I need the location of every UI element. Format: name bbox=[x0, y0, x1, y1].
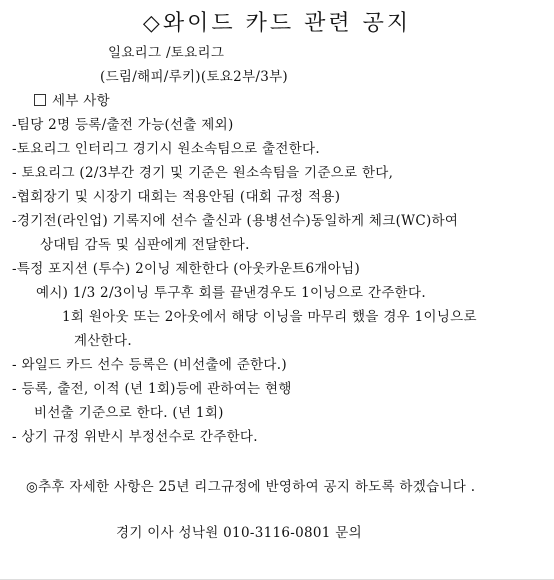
section-header bbox=[34, 92, 110, 110]
rule-line: - 와일드 카드 선수 등록은 (비선출에 준한다.) bbox=[12, 357, 287, 373]
section-header-label: 세부 사항 bbox=[52, 93, 110, 109]
closing-remark: ◎추후 자세한 사항은 25년 리그규정에 반영하여 공지 하도록 하겠습니다 . bbox=[26, 479, 476, 495]
rule-line: -토요리그 인터리그 경기시 원소속팀으로 출전한다. bbox=[12, 141, 320, 157]
rule-line: -경기전(라인업) 기록지에 선수 출신과 (용병선수)동일하게 체크(WC)하여 bbox=[12, 213, 459, 229]
rule-example: 1회 원아웃 또는 2아웃에서 해당 이닝을 마무리 했을 경우 1이닝으로 bbox=[62, 309, 477, 325]
rule-line: - 상기 규정 위반시 부정선수로 간주한다. bbox=[12, 429, 258, 445]
rule-line: - 등록, 출전, 이적 (년 1회)등에 관하여는 현행 bbox=[12, 381, 292, 397]
league-days: 일요리그 /토요리그 bbox=[108, 45, 225, 61]
notice-title: ◇와이드 카드 관련 공지 bbox=[142, 11, 412, 36]
league-divisions: (드림/해피/루키)(토요2부/3부) bbox=[100, 69, 289, 85]
rule-line: -팀당 2명 등록/출전 가능(선출 제외) bbox=[12, 117, 234, 133]
rule-line: -협회장기 및 시장기 대회는 적용안됨 (대회 규정 적용) bbox=[12, 189, 341, 205]
rule-example: 예시) 1/3 2/3이닝 투구후 회를 끝낸경우도 1이닝으로 간주한다. bbox=[36, 285, 426, 301]
checkbox-square-icon bbox=[34, 94, 46, 106]
rule-line: - 토요리그 (2/3부간 경기 및 기준은 원소속팀을 기준으로 한다, bbox=[12, 165, 394, 181]
rule-line-continuation: 비선출 기준으로 한다. (년 1회) bbox=[34, 405, 224, 421]
rule-line-continuation: 상대팀 감독 및 심판에게 전달한다. bbox=[40, 237, 250, 253]
contact-info: 경기 이사 성낙원 010-3116-0801 문의 bbox=[116, 525, 362, 541]
rule-example-continuation: 계산한다. bbox=[74, 333, 132, 349]
rule-line: -특정 포지션 (투수) 2이닝 제한한다 (아웃카운트6개아님) bbox=[12, 261, 361, 277]
